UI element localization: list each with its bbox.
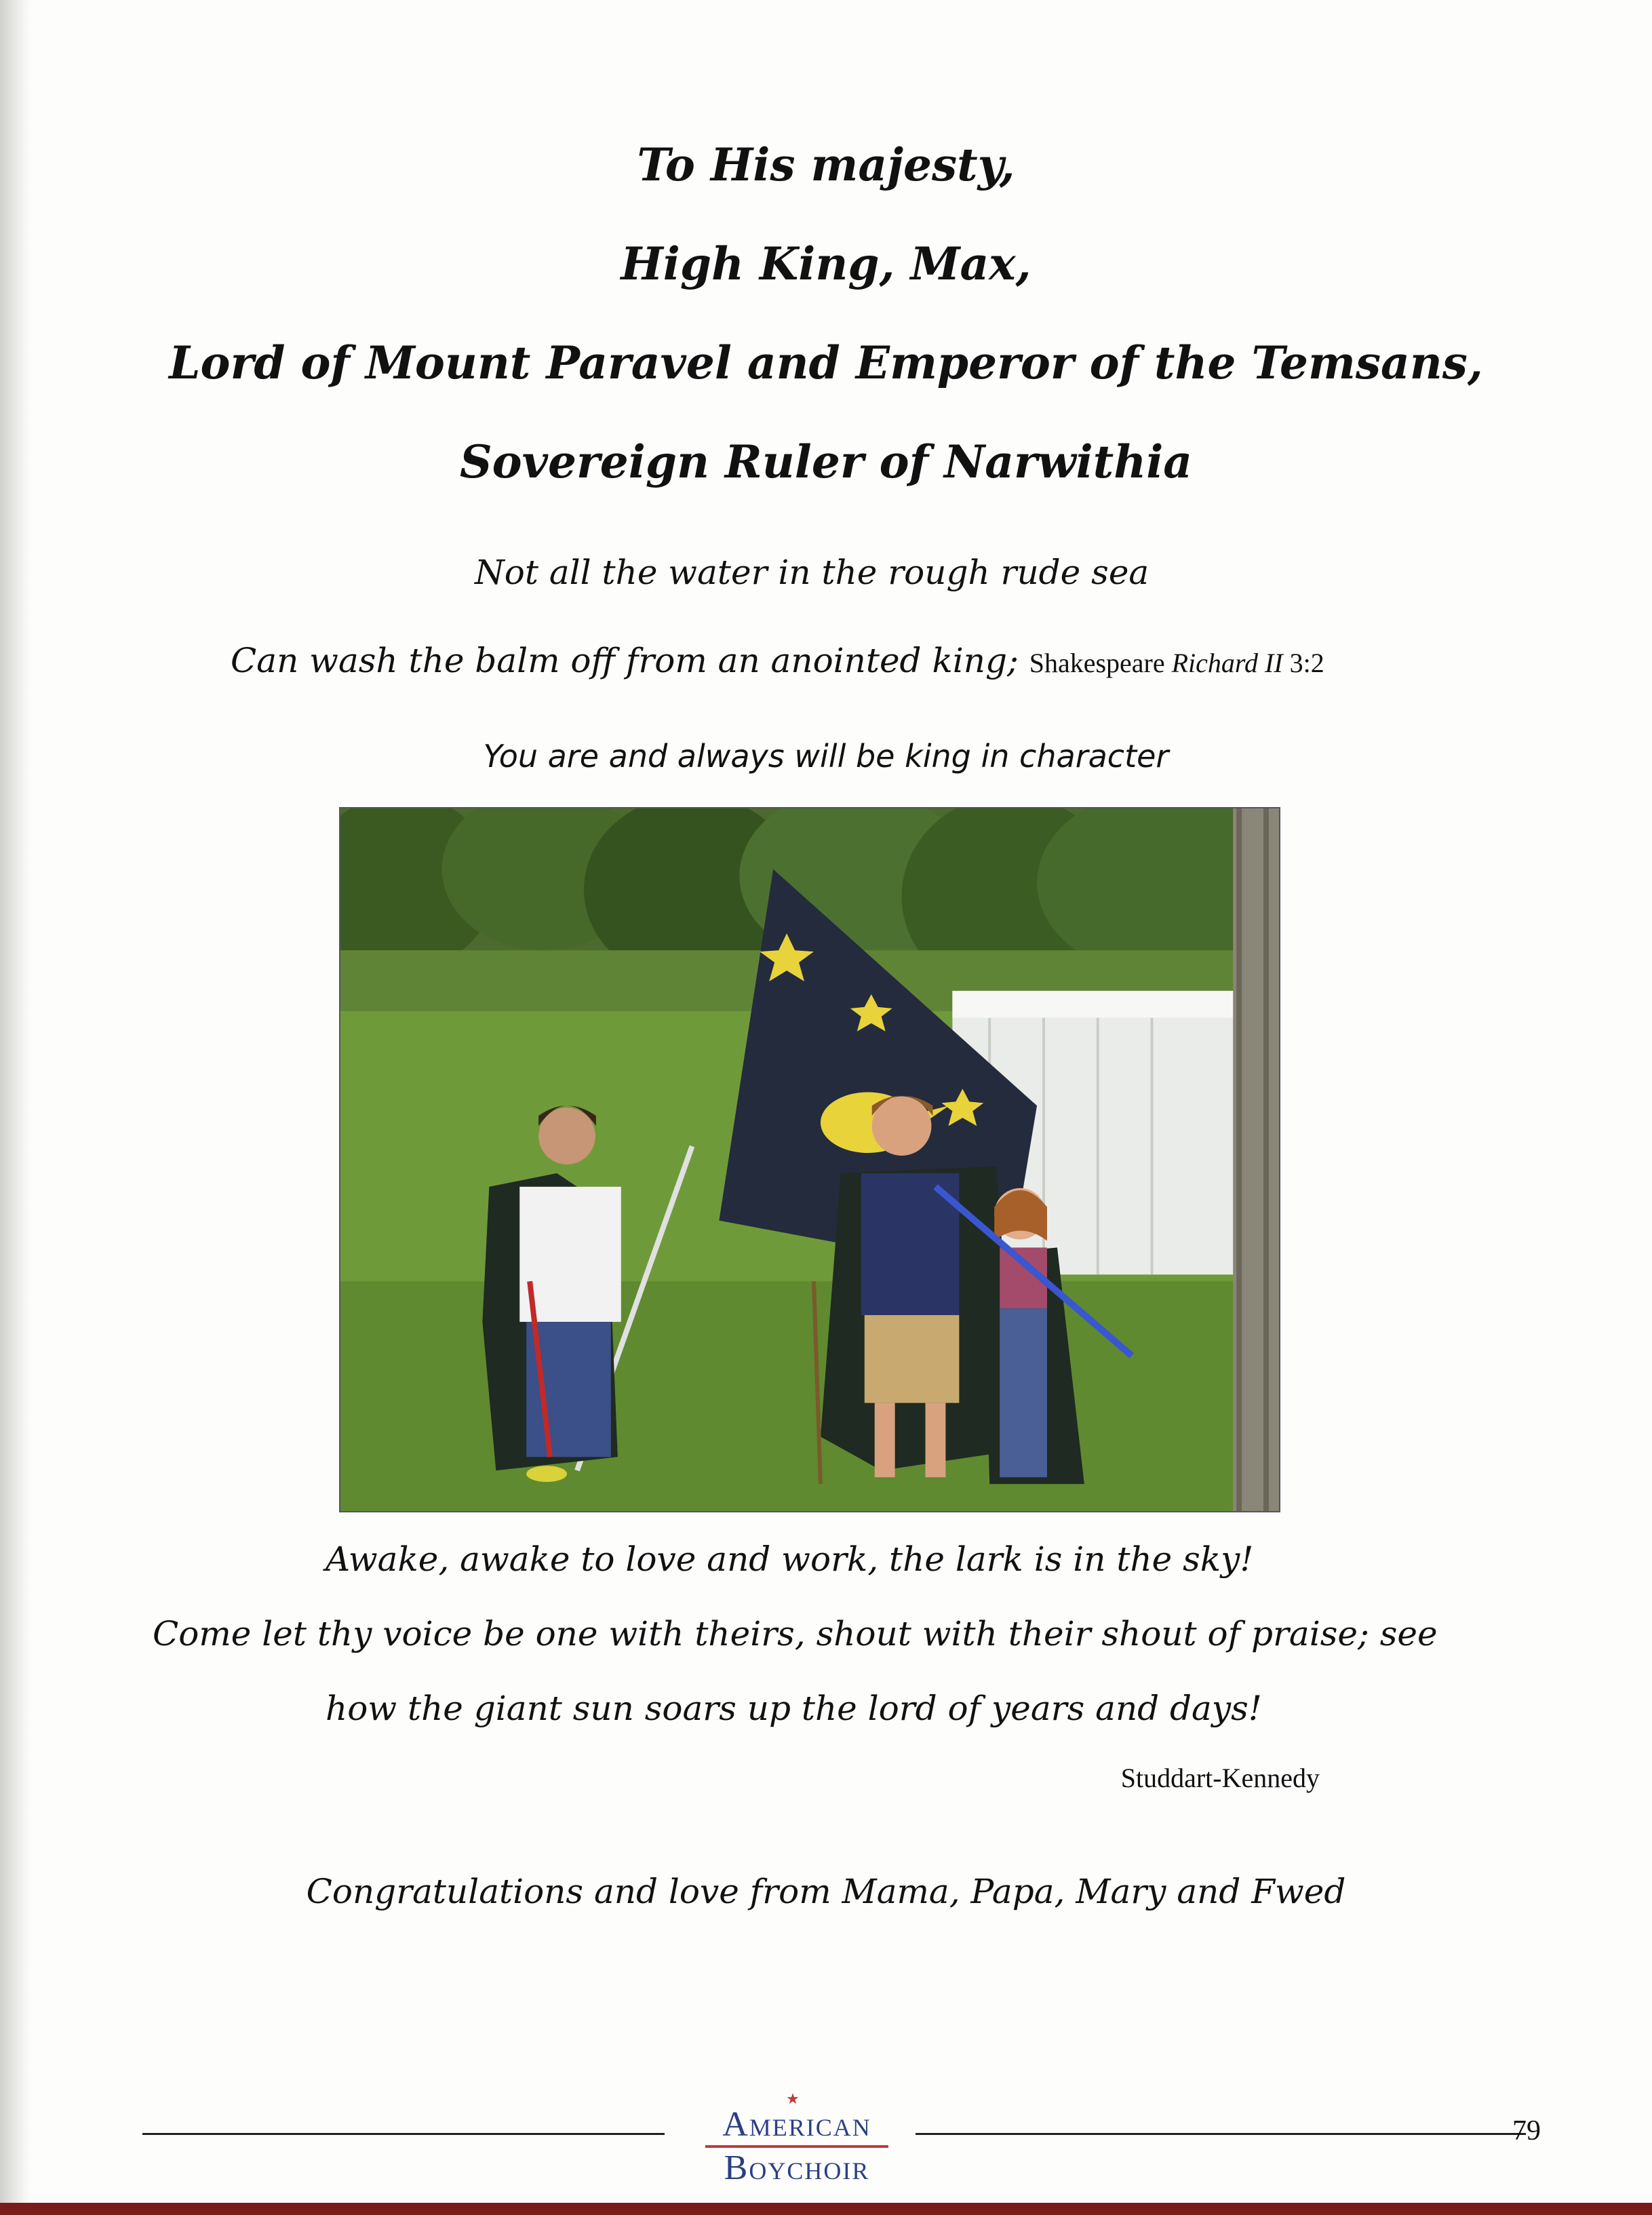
poem-line-2: Come let thy voice be one with theirs, shout with their shout of praise; see xyxy=(153,1614,1438,1653)
heading-line-4: Sovereign Ruler of Narwithia xyxy=(459,435,1193,488)
quote-author: Shakespeare xyxy=(1029,648,1165,678)
logo-star-icons: ★ xyxy=(786,2090,808,2107)
heading-line-1: To His majesty, xyxy=(637,138,1015,191)
quote-line-2 xyxy=(231,641,1324,680)
quote-attribution xyxy=(1029,648,1324,678)
congratulations-line: Congratulations and love from Mama, Papa, Mary and Fwed xyxy=(306,1872,1346,1911)
quote-reference: 3:2 xyxy=(1289,648,1324,678)
logo-divider xyxy=(705,2145,888,2148)
logo-line-2: Boychoir xyxy=(724,2149,870,2187)
quote-line-1: Not all the water in the rough rude sea xyxy=(475,553,1149,592)
king-in-character-line: You are and always will be king in character xyxy=(483,738,1169,775)
footer-rule-left xyxy=(142,2133,665,2135)
poem-line-3: how the giant sun soars up the lord of years and days! xyxy=(326,1689,1262,1728)
heading-line-2: High King, Max, xyxy=(621,237,1031,290)
quote-work: Richard II xyxy=(1171,648,1283,678)
page-bottom-edge xyxy=(0,2203,1652,2215)
poem-attribution: Studdart-Kennedy xyxy=(1120,1763,1320,1793)
barn-wall xyxy=(1233,808,1279,1511)
dedication-heading xyxy=(0,115,1652,511)
footer-rule-right xyxy=(916,2133,1526,2135)
logo-line-1: American xyxy=(722,2105,871,2144)
quote-line-2-text: Can wash the balm off from an anointed king; xyxy=(231,641,1019,680)
poem-line-1: Awake, awake to love and work, the lark is in the sky! xyxy=(326,1540,1254,1579)
page-number: 79 xyxy=(1512,2115,1541,2147)
heading-line-3: Lord of Mount Paravel and Emperor of the Temsans, xyxy=(169,336,1483,389)
american-boychoir-logo xyxy=(685,2090,909,2187)
photo-illustration xyxy=(340,808,1279,1511)
family-photo xyxy=(339,807,1280,1512)
